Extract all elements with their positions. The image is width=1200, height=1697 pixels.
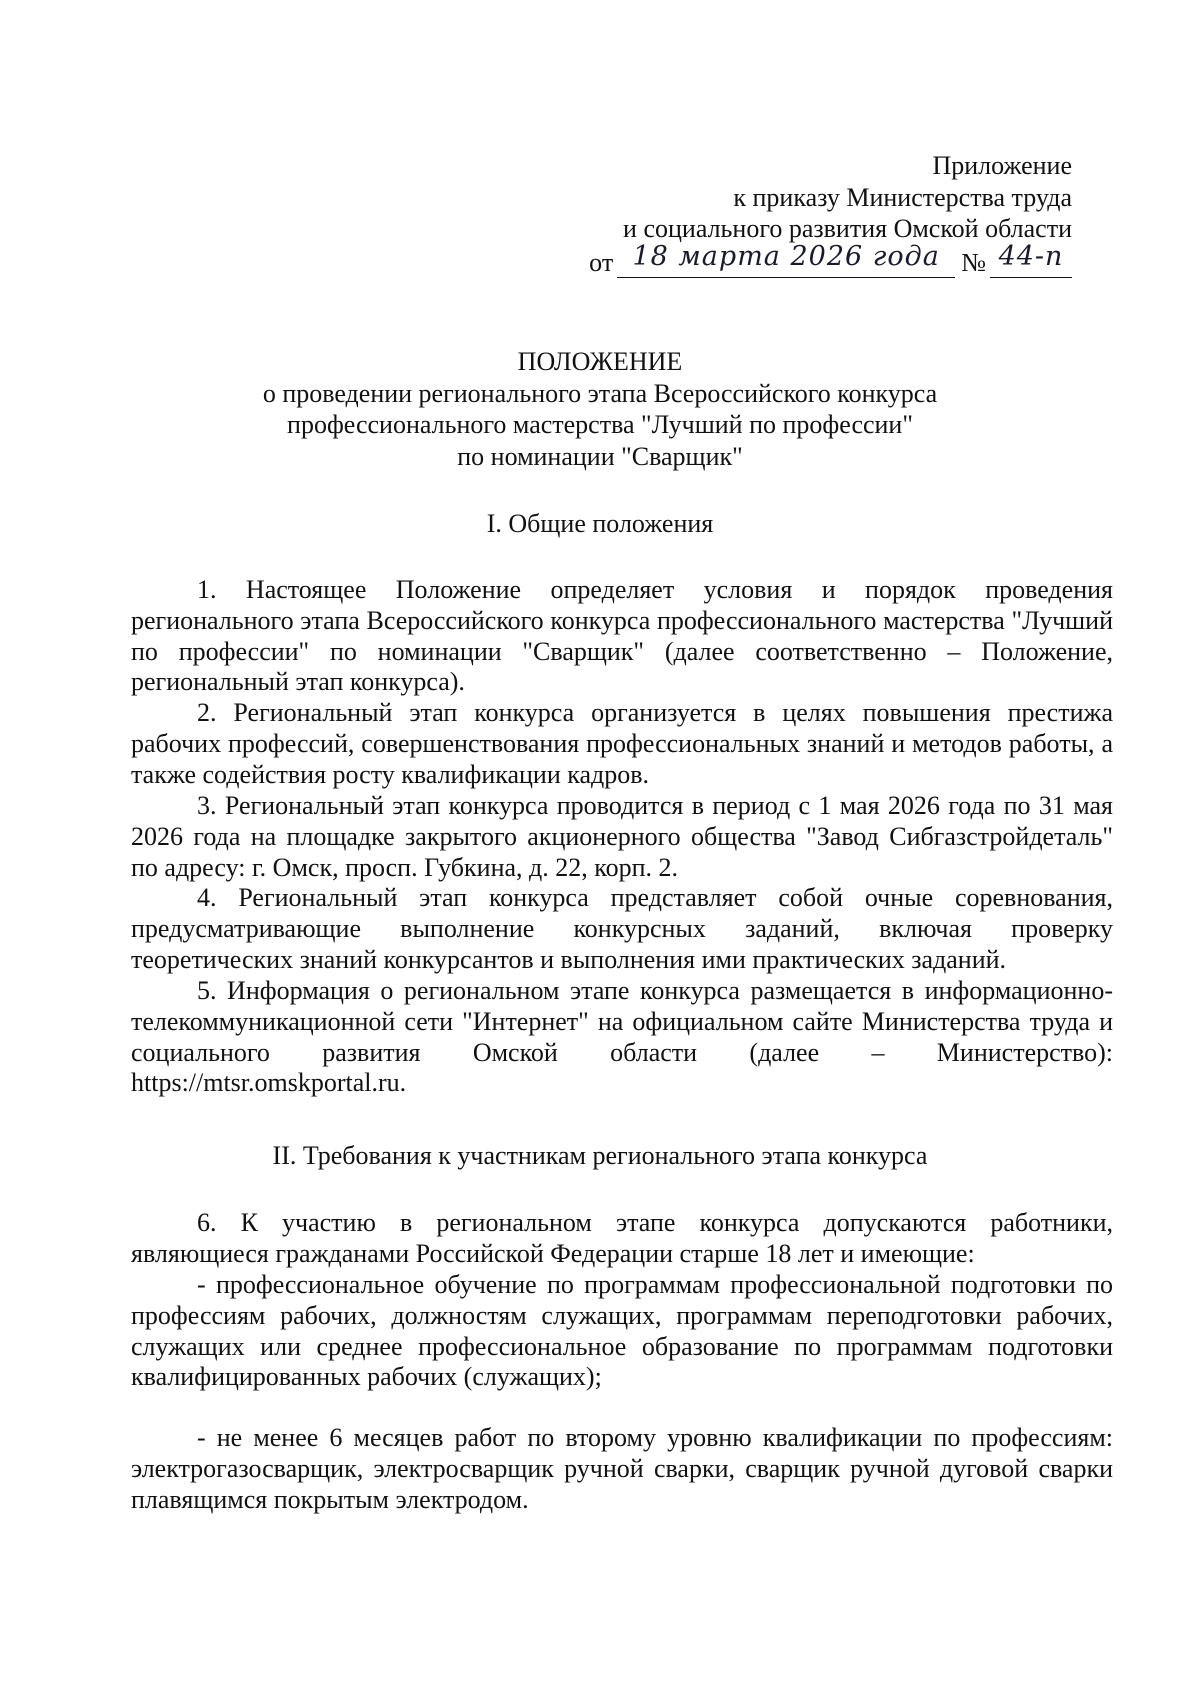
handwritten-date-field — [617, 240, 955, 278]
appendix-ministry: и социального развития Омской области — [623, 214, 1072, 243]
paragraph-5: 5. Информация о региональном этапе конкурса размещается в информационно-телекоммуникационной сети "Интернет" на официальном сайте Министерства труда и социального развития Омской области (далее – Министерство): https://mtsr.omskportal.ru. — [131, 976, 1113, 1098]
from-label: от — [589, 247, 614, 277]
appendix-order-ref: к приказу Министерства труда — [733, 182, 1072, 212]
list-item-education: - профессиональное обучение по программам профессиональной подготовки по профессиям рабочих, должностям служащих, программам переподготовки рабочих, служащих или среднее профессиональное образование по программам подготовки квалифицированных рабочих (служащих); — [131, 1270, 1113, 1392]
document-title — [0, 346, 1200, 472]
paragraph-4: 4. Региональный этап конкурса представляет собой очные соревнования, предусматривающие выполнение конкурсных заданий, включая проверку теоретических знаний конкурсантов и выполнения ими практических заданий. — [131, 883, 1113, 974]
paragraph-6: 6. К участию в региональном этапе конкурса допускаются работники, являющиеся гражданами Российской Федерации старше 18 лет и имеющие: — [131, 1208, 1113, 1268]
title-line-1: о проведении регионального этапа Всероссийского конкурса — [262, 378, 938, 408]
title-main: ПОЛОЖЕНИЕ — [517, 347, 683, 376]
list-item-experience: - не менее 6 месяцев работ по второму уровню квалификации по профессиям: электрогазосварщик, электросварщик ручной сварки, сварщик ручной дуговой сварки плавящимся покрытым электродом. — [131, 1423, 1113, 1514]
appendix-block — [589, 150, 1072, 278]
title-line-2: профессионального мастерства "Лучший по профессии" — [287, 410, 913, 439]
section-1-heading: I. Общие положения — [486, 509, 714, 538]
section-2-heading: II. Требования к участникам регионального этапа конкурса — [272, 1141, 928, 1170]
handwritten-number-field — [990, 240, 1072, 278]
paragraph-3: 3. Региональный этап конкурса проводится в период с 1 мая 2026 года по 31 мая 2026 года на площадке закрытого акционерного общества "Завод Сибгазстройдеталь" по адресу: г. Омск, просп. Губкина, д. 22, корп. 2. — [131, 791, 1113, 882]
order-date-number-line — [589, 240, 1072, 279]
handwritten-date: 18 марта 2026 года — [632, 240, 940, 272]
paragraph-1: 1. Настоящее Положение определяет условия и порядок проведения регионального этапа Всероссийского конкурса профессионального мастерства "Лучший по профессии" по номинации "Сварщик" (далее соответственно – Положение, региональный этап конкурса). — [131, 575, 1113, 697]
paragraph-2: 2. Региональный этап конкурса организуется в целях повышения престижа рабочих профессий, совершенствования профессиональных знаний и методов работы, а также содействия росту квалификации кадров. — [131, 698, 1113, 789]
title-line-3: по номинации "Сварщик" — [457, 441, 743, 471]
number-label: № — [961, 247, 986, 277]
handwritten-number: 44-п — [998, 240, 1064, 272]
appendix-title: Приложение — [932, 151, 1072, 180]
